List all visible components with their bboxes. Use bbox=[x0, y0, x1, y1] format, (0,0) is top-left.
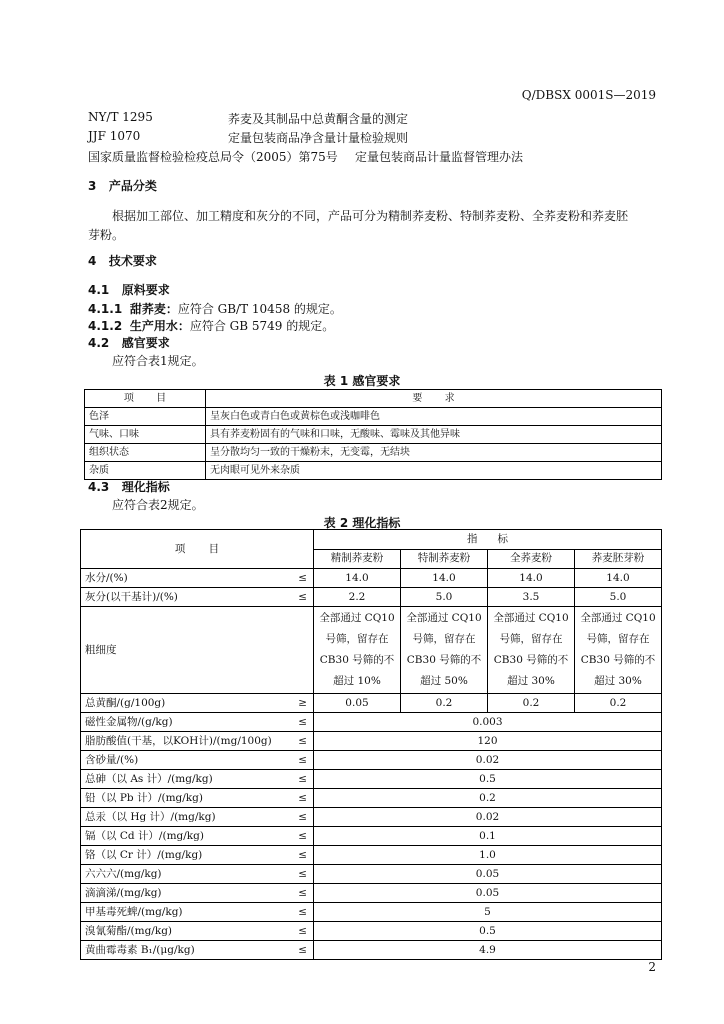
reference-code: 国家质量监督检验检疫总局令（2005）第75号 bbox=[88, 150, 338, 164]
row-symbol: ≤ bbox=[283, 846, 314, 865]
header-product: 特制荞麦粉 bbox=[401, 549, 488, 569]
table-row bbox=[85, 408, 662, 426]
clause-4-1-2 bbox=[88, 317, 334, 334]
row-value: 5 bbox=[314, 903, 662, 922]
fineness-cell bbox=[314, 607, 401, 694]
table-row bbox=[81, 808, 662, 827]
clause-number: 4.1.1 bbox=[88, 302, 123, 316]
row-name: 溴氰菊酯/(mg/kg) bbox=[81, 922, 284, 941]
fineness-line: 号筛，留存在 bbox=[325, 633, 389, 645]
row-value: 2.2 bbox=[314, 588, 401, 607]
fineness-line: CB30 号筛的不 bbox=[406, 654, 482, 666]
row-value: 0.02 bbox=[314, 751, 662, 770]
row-value: 0.2 bbox=[488, 694, 575, 713]
row-name: 滴滴涕/(mg/kg) bbox=[81, 884, 284, 903]
row-symbol: ≤ bbox=[283, 922, 314, 941]
reference-code: NY/T 1295 bbox=[88, 110, 153, 124]
header-product: 荞麦胚芽粉 bbox=[575, 549, 662, 569]
row-symbol: ≤ bbox=[283, 865, 314, 884]
header-product: 全荞麦粉 bbox=[488, 549, 575, 569]
row-name: 六六六/(mg/kg) bbox=[81, 865, 284, 884]
row-value: 1.0 bbox=[314, 846, 662, 865]
fineness-line: 号筛，留存在 bbox=[412, 633, 476, 645]
row-item: 色泽 bbox=[85, 408, 206, 426]
section-4-3-heading: 4.3 理化指标 bbox=[88, 480, 170, 494]
row-value: 0.05 bbox=[314, 694, 401, 713]
table-2-caption: 表 2 理化指标 bbox=[323, 516, 401, 530]
row-symbol: ≥ bbox=[283, 694, 314, 713]
header-item: 项 目 bbox=[85, 390, 206, 408]
fineness-line: 号筛，留存在 bbox=[586, 633, 650, 645]
section-4-heading: 4 技术要求 bbox=[88, 254, 157, 268]
header-requirement: 要 求 bbox=[206, 390, 662, 408]
table-row bbox=[81, 884, 662, 903]
row-symbol: ≤ bbox=[283, 770, 314, 789]
table-row bbox=[81, 732, 662, 751]
fineness-line: 全部通过 CQ10 bbox=[406, 612, 482, 624]
fineness-line: 超过 10% bbox=[333, 675, 381, 687]
row-value: 14.0 bbox=[575, 569, 662, 588]
row-requirement: 无肉眼可见外来杂质 bbox=[206, 462, 662, 480]
row-item: 气味、口味 bbox=[85, 426, 206, 444]
fineness-line: CB30 号筛的不 bbox=[493, 654, 569, 666]
physicochemical-index-table bbox=[80, 529, 662, 960]
fineness-line: CB30 号筛的不 bbox=[319, 654, 395, 666]
row-name: 脂肪酸值(干基，以KOH计)/(mg/100g) bbox=[81, 732, 284, 751]
row-item: 组织状态 bbox=[85, 444, 206, 462]
row-requirement: 具有荞麦粉固有的气味和口味，无酸味、霉味及其他异味 bbox=[206, 426, 662, 444]
table-header-row bbox=[81, 530, 662, 550]
row-symbol: ≤ bbox=[283, 713, 314, 732]
row-value: 0.05 bbox=[314, 884, 662, 903]
table-row bbox=[81, 903, 662, 922]
section-4-2-heading: 4.2 感官要求 bbox=[88, 336, 170, 350]
reference-title: 荞麦及其制品中总黄酮含量的测定 bbox=[228, 112, 409, 126]
row-value: 5.0 bbox=[401, 588, 488, 607]
table-1-caption: 表 1 感官要求 bbox=[323, 374, 401, 388]
fineness-line: CB30 号筛的不 bbox=[580, 654, 656, 666]
table-row bbox=[81, 713, 662, 732]
clause-term: 生产用水： bbox=[129, 319, 190, 333]
page-number: 2 bbox=[648, 960, 656, 974]
row-item: 杂质 bbox=[85, 462, 206, 480]
row-value: 0.02 bbox=[314, 808, 662, 827]
fineness-line: 超过 50% bbox=[420, 675, 468, 687]
fineness-line: 号筛，留存在 bbox=[499, 633, 563, 645]
table-row bbox=[85, 462, 662, 480]
fineness-cell bbox=[575, 607, 662, 694]
row-name: 总黄酮/(g/100g) bbox=[81, 694, 284, 713]
row-symbol: ≤ bbox=[283, 884, 314, 903]
row-name: 水分/(%) bbox=[81, 569, 284, 588]
row-value: 14.0 bbox=[314, 569, 401, 588]
table-row bbox=[81, 789, 662, 808]
row-value: 0.2 bbox=[575, 694, 662, 713]
row-value: 3.5 bbox=[488, 588, 575, 607]
row-symbol: ≤ bbox=[283, 808, 314, 827]
section-4-1-heading: 4.1 原料要求 bbox=[88, 283, 170, 297]
row-name: 铅（以 Pb 计）/(mg/kg) bbox=[81, 789, 284, 808]
table-row bbox=[81, 941, 662, 960]
row-symbol: ≤ bbox=[283, 569, 314, 588]
row-value: 0.5 bbox=[314, 922, 662, 941]
row-value: 120 bbox=[314, 732, 662, 751]
section-3-heading: 3 产品分类 bbox=[88, 179, 157, 193]
sensory-requirements-table bbox=[84, 389, 662, 480]
row-name: 含砂量/(%) bbox=[81, 751, 284, 770]
table-row bbox=[81, 588, 662, 607]
row-value: 0.5 bbox=[314, 770, 662, 789]
fineness-cell bbox=[488, 607, 575, 694]
row-value: 0.2 bbox=[401, 694, 488, 713]
table-row bbox=[81, 694, 662, 713]
row-value: 0.1 bbox=[314, 827, 662, 846]
header-product: 精制荞麦粉 bbox=[314, 549, 401, 569]
row-requirement: 呈灰白色或青白色或黄棕色或浅咖啡色 bbox=[206, 408, 662, 426]
reference-title: 定量包装商品计量监督管理办法 bbox=[355, 150, 524, 164]
table-header-row bbox=[85, 390, 662, 408]
clause-number: 4.1.2 bbox=[88, 319, 123, 333]
row-value: 0.2 bbox=[314, 789, 662, 808]
row-name: 粗细度 bbox=[81, 607, 314, 694]
clause-text: 应符合 GB/T 10458 的规定。 bbox=[177, 302, 342, 316]
clause-term: 甜荞麦： bbox=[129, 302, 178, 316]
section-3-paragraph-cont: 芽粉。 bbox=[88, 228, 125, 242]
table-row bbox=[81, 865, 662, 884]
fineness-line: 全部通过 CQ10 bbox=[580, 612, 656, 624]
row-symbol: ≤ bbox=[283, 751, 314, 770]
fineness-line: 全部通过 CQ10 bbox=[493, 612, 569, 624]
header-index: 指 标 bbox=[314, 530, 662, 550]
table-row bbox=[81, 846, 662, 865]
section-4-3-text: 应符合表2规定。 bbox=[112, 498, 204, 512]
table-row bbox=[81, 770, 662, 789]
row-name: 铬（以 Cr 计）/(mg/kg) bbox=[81, 846, 284, 865]
row-requirement: 呈分散均匀一致的干燥粉末，无变霉，无结块 bbox=[206, 444, 662, 462]
table-row bbox=[85, 444, 662, 462]
fineness-line: 超过 30% bbox=[594, 675, 642, 687]
document-code: Q/DBSX 0001S—2019 bbox=[521, 88, 656, 102]
row-name: 总汞（以 Hg 计）/(mg/kg) bbox=[81, 808, 284, 827]
header-item: 项 目 bbox=[81, 530, 314, 569]
row-symbol: ≤ bbox=[283, 827, 314, 846]
table-row bbox=[85, 426, 662, 444]
row-value: 0.003 bbox=[314, 713, 662, 732]
section-3-paragraph: 根据加工部位、加工精度和灰分的不同，产品可分为精制荞麦粉、特制荞麦粉、全荞麦粉和荞麦胚 bbox=[112, 209, 629, 223]
fineness-line: 全部通过 CQ10 bbox=[319, 612, 395, 624]
fineness-line: 超过 30% bbox=[507, 675, 555, 687]
table-row bbox=[81, 827, 662, 846]
row-value: 14.0 bbox=[488, 569, 575, 588]
reference-title: 定量包装商品净含量计量检验规则 bbox=[228, 131, 409, 145]
row-name: 磁性金属物/(g/kg) bbox=[81, 713, 284, 732]
row-symbol: ≤ bbox=[283, 588, 314, 607]
row-symbol: ≤ bbox=[283, 941, 314, 960]
row-name: 总砷（以 As 计）/(mg/kg) bbox=[81, 770, 284, 789]
row-value: 14.0 bbox=[401, 569, 488, 588]
row-symbol: ≤ bbox=[283, 732, 314, 751]
table-row bbox=[81, 922, 662, 941]
table-row bbox=[81, 607, 662, 694]
row-name: 镉（以 Cd 计）/(mg/kg) bbox=[81, 827, 284, 846]
table-row bbox=[81, 751, 662, 770]
row-value: 5.0 bbox=[575, 588, 662, 607]
section-4-2-text: 应符合表1规定。 bbox=[112, 354, 204, 368]
table-row bbox=[81, 569, 662, 588]
row-name: 黄曲霉毒素 B₁/(μg/kg) bbox=[81, 941, 284, 960]
fineness-cell bbox=[401, 607, 488, 694]
row-name: 灰分(以干基计)/(%) bbox=[81, 588, 284, 607]
clause-4-1-1 bbox=[88, 300, 342, 317]
row-value: 4.9 bbox=[314, 941, 662, 960]
clause-text: 应符合 GB 5749 的规定。 bbox=[189, 319, 335, 333]
reference-code: JJF 1070 bbox=[88, 129, 141, 143]
row-value: 0.05 bbox=[314, 865, 662, 884]
row-symbol: ≤ bbox=[283, 789, 314, 808]
row-symbol: ≤ bbox=[283, 903, 314, 922]
row-name: 甲基毒死蜱/(mg/kg) bbox=[81, 903, 284, 922]
